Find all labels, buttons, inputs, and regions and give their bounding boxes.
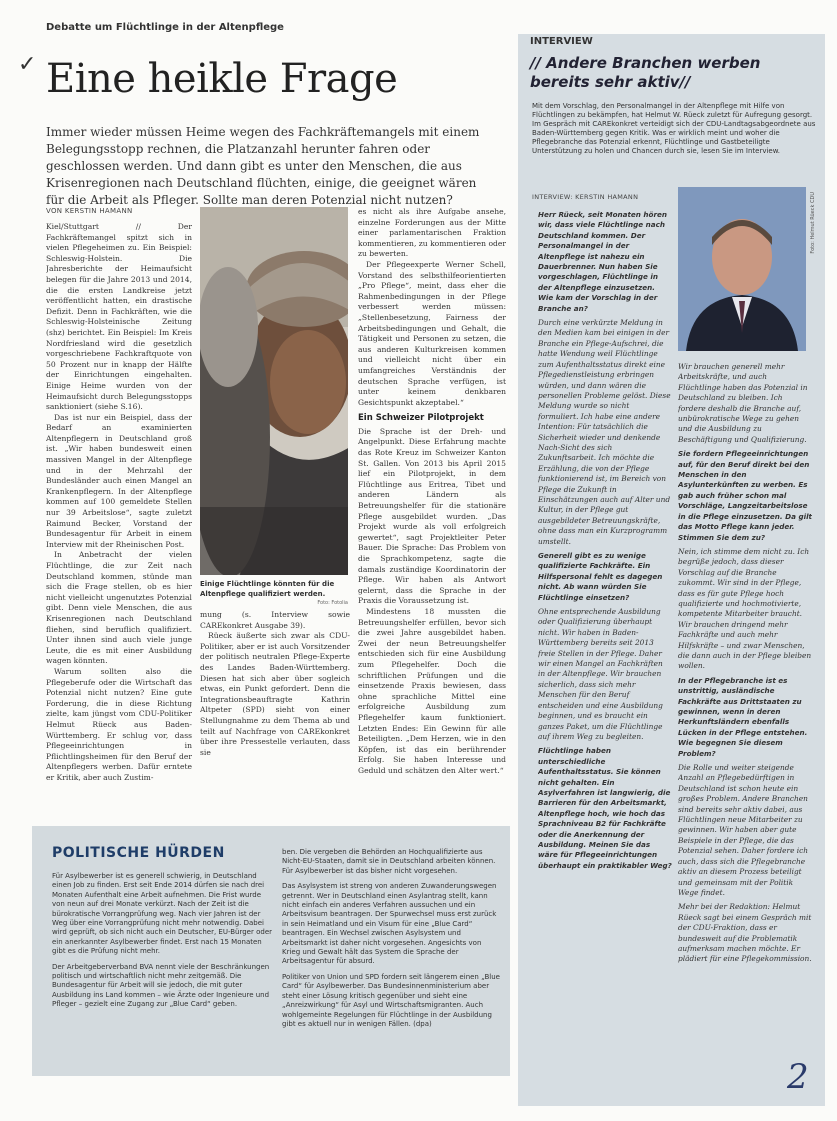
handwritten-page-number: 2 xyxy=(787,1057,809,1097)
article-column-1 xyxy=(46,222,192,817)
article-paragraph: Kiel/Stuttgart // Der Fachkräftemangel spitzt sich in vielen Pflegeheimen zu. Ein Beispiel: Schleswig-Holstein. Die Jahresberichte der Heimaufsicht belegen für die Jahre 2013 und 2014, die die ersten Landkreise jetzt veröffentlicht hatten, ein drastische Defizit. Denn in Fachkräften, wie die Schleswig-Holsteinische Zeitung (shz) berichtet. Ein Beispiel: Im Kreis Nordfriesland wird die gesetzlich vorgeschriebene Fachkraftquote von 50 Prozent nur in knapp der Hälfte der Einrichtungen eingehalten. Einige Heime wurden von der Heimaufsicht durch Belegungsstopps sanktioniert (siehe S.16). xyxy=(46,222,192,412)
article-paragraph: Warum sollten also die Pflegeberufe oder die Wirtschaft das Potenzial nicht nutzen? Eine gute Forderung, die in diese Richtung zielte, kam jüngst vom CDU-Politiker Helmut Rüeck aus Baden-Württemberg. Er schlug vor, dass Pflegeeinrichtungen in Pflichtlingsheimen für den Beruf der Altenpflegers werben. Dafür erntete er Kritik, aber auch Zustim- xyxy=(46,666,192,782)
info-box-paragraph: Der Arbeitgeberverband BVA nennt viele der Beschränkungen politisch und wirtschaftlich nicht mehr zeitgemäß. Die Bundesagentur für Arbeit will sie jedoch, die mit guter Ausbildung ins Land kommen – wie Ärzte oder Ingenieure und Pfleger – gezielt eine Zugang zur „Blue Card“ geben. xyxy=(52,962,270,1009)
interview-tag: INTERVIEW xyxy=(530,36,593,47)
interview-question: In der Pflegebranche ist es unstrittig, ausländische Fachkräfte aus Drittstaaten zu gewinnen, wenn in deren Herkunftsländern ebenfalls Lücken in der Pflege entstehen. Wie begegnen Sie diesem Problem? xyxy=(678,675,808,758)
article-paragraph: mung (s. Interview sowie CAREkonkret Ausgabe 39). xyxy=(200,610,350,630)
portrait-illustration xyxy=(678,187,806,351)
byline: VON KERSTIN HAMANN xyxy=(46,207,133,215)
interview-answer: Durch eine verkürzte Meldung in den Medien kam bei einigen in der Branche ein Pflege-Aufschrei, die hatte Wendung weil Flüchtlinge zum Aufenthaltsstatus direkt eine Pflegedienstleistung erbringen würden, und dann wären die personellen Probleme gelöst. Diese Meldung wurde so nicht formuliert. Ich habe eine andere Intention: Für tatsächlich die Sicherheit wieder und denkende Nach-Sicht des sich Zukunftsarbeit. Ich möchte die Erzählung, die von der Pflege funktionierend ist, im Bereich von Pflege die Zukunft in Einschätzungen auch auf Alter und Kultur, in der Pflege gut ausgebildeter Betreuungskräfte, ohne dass man ein Kurzprogramm umstellt. xyxy=(538,318,671,546)
interview-question: Herr Rüeck, seit Monaten hören wir, dass viele Flüchtlinge nach Deutschland kommen. Der Personalmangel in der Altenpflege ist nahezu ein Dauerbrenner. Nun haben Sie vorgeschlagen, Flüchtlinge in der Altenpflege einzusetzen. Wie kam der Vorschlag in der Branche an? xyxy=(538,210,668,313)
interview-answer: Nein, ich stimme dem nicht zu. Ich begrüße jedoch, dass dieser Vorschlag auf die Branche zukommt. Wir sind in der Pflege, dass es für gute Pflege hoch qualifizierte und hochmotivierte, kompetente Mitarbeiter braucht. Wir brauchen dringend mehr Fachkräfte und auch mehr Hilfskräfte – und zwar Menschen, die dann auch in der Pflege bleiben wollen. xyxy=(678,546,812,671)
photo-illustration xyxy=(200,207,348,575)
handwritten-check-mark: ✓ xyxy=(18,52,37,77)
interview-answer: Wir brauchen generell mehr Arbeitskräfte, und auch Flüchtlinge haben das Potenzial in Deutschland zu bleiben. Ich fordere deshalb die Branche auf, unbürokratische Wege zu gehen und die Ausbildung zu Beschäftigung und Qualifizierung. xyxy=(678,362,808,444)
interview-question: Sie fordern Pflegeeinrichtungen auf, für den Beruf direkt bei den Menschen in den Asylunterkünften zu werben. Es gab auch früher schon mal Vorschläge, Langzeitarbeitslose in die Pflege einzusetzen. Da gilt das Motto Pflege kann jeder. Stimmen Sie dem zu? xyxy=(678,449,812,542)
info-box-paragraph: Das Asylsystem ist streng von anderen Zuwanderungswegen getrennt. Wer in Deutschland einen Asylantrag stellt, kann nicht einfach ein anderes Verfahren aussuchen und ein Arbeitsvisum beantragen. Der Spurwechsel muss erst zurück in sein Heimatland und ein Visum für eine „Blue Card“ beantragen. Ein Wechsel zwischen Asylsystem und Arbeitsmarkt ist daher nicht vorgesehen. Angesichts von Krieg und Gewalt hält das System die Sprache der Arbeitsagentur für absurd. xyxy=(282,882,497,966)
info-box-paragraph: ben. Die vergeben die Behörden an Hochqualifizierte aus Nicht-EU-Staaten, damit sie in Deutschland arbeiten können. Für Asylbewerber ist das bisher nicht vorgesehen. xyxy=(282,848,496,875)
photo-credit: Foto: Fotolia xyxy=(317,600,348,606)
article-column-3 xyxy=(358,207,506,819)
interviewee-portrait xyxy=(678,187,806,351)
interview-intro: Mit dem Vorschlag, den Personalmangel in der Altenpflege mit Hilfe von Flüchtlingen zu bekämpfen, hat Helmut W. Rüeck zuletzt für Aufregung gesorgt. Im Gespräch mit CAREkonkret verteidigt sich der CDU-Landtagsabgeordnete aus Baden-Württemberg gegen Kritik. Was er wirklich meint und woher die Pflegebranche das Potenzial erkennt, Flüchtlinge und Gastbeteiligte Unterstützung zu holen und Chancen durch sie, lesen Sie im Interview. xyxy=(532,102,816,155)
interview-question: Generell gibt es zu wenige qualifizierte Fachkräfte. Ein Hilfspersonal fehlt es dagegen nicht. Ab wann würden Sie Flüchtlinge einsetzen? xyxy=(538,551,663,602)
photo-caption: Einige Flüchtlinge könnten für die Altenpflege qualifiziert werden. xyxy=(200,580,335,598)
interview-question: Flüchtlinge haben unterschiedliche Aufenthaltsstatus. Sie können nicht gehalten. Ein Asylverfahren ist langwierig, die Barrieren für den Arbeitsmarkt, Altenpflege hoch, wie hoch das Sprachniveau B2 für Fachkräfte oder die Anerkennung der Ausbildung. Meinen Sie das wäre für Pflegeeinrichtungen überhaupt ein praktikabler Weg? xyxy=(538,746,672,870)
article-paragraph: Die Sprache ist der Dreh- und Angelpunkt. Diese Erfahrung machte das Rote Kreuz im Schweizer Kanton St. Gallen. Von 2013 bis April 2015 lief ein Pilotprojekt, in dem Flüchtlinge aus Eritrea, Tibet und anderen Ländern als Betreuungshelfer für die stationäre Pflege ausgebildet wurden. „Das Projekt wurde als voll erfolgreich gewertet“, sagt Projektleiter Peter Bauer. Die Sprache: Das Problem von die Sprachkompetenz, sagte die damals zuständige Koordinatorin der Pflege. Wir haben als Antwort gelernt, dass die Sprache in der Praxis die Voraussetzung ist. xyxy=(358,426,506,606)
lead-paragraph: Immer wieder müssen Heime wegen des Fachkräftemangels mit einem Belegungsstopp rechnen, die Platzanzahl herunter fahren oder geschlossen werden. Und dann gibt es unter den Menschen, die aus Krisenregionen nach Deutschland flüchten, einige, die geeignet wären für die Arbeit als Pfleger. Sollte man deren Potenzial nicht nutzen? xyxy=(46,125,480,207)
refugee-photo xyxy=(200,207,348,575)
info-box-column-right xyxy=(282,848,500,1068)
subheading: Ein Schweizer Pilotprojekt xyxy=(358,413,484,424)
article-paragraph: Der Pflegeexperte Werner Schell, Vorstand des selbsthilfeorientierten „Pro Pflege“, meint, dass eher die Rahmenbedingungen in der Pflege verbessert werden müssen: „Stellenbesetzung, Fairness der Arbeitsbedingungen und Gehalt, die Tätigkeit und Personen zu setzen, die aus anderen Kulturkreisen kommen und vielleicht nicht über ein umfangreiches Verständnis der deutschen Sprache verfügen, ist unter keinem denkbaren Gesichtspunkt akzeptabel.“ xyxy=(358,259,506,407)
article-paragraph: Rüeck äußerte sich zwar als CDU-Politiker, aber er ist auch Vorsitzender der politisch neutralen Pflege-Experte des Landes Baden-Württemberg. Diesen hat sich aber über sogleich etwas, ein Punkt gefordert. Denn die Integrationsbeauftragte Kathrin Altpeter (SPD) sieht von einer Stellungnahme zu dem Thema ab und teilt auf Nachfrage von CAREkonkret über ihre Pressestelle verlauten, dass sie xyxy=(200,631,350,757)
interview-title: // Andere Branchen werben bereits sehr aktiv// xyxy=(530,54,761,91)
interview-answer: Ohne entsprechende Ausbildung oder Qualifizierung überhaupt nicht. Wir haben in Baden-Württemberg bereits seit 2013 freie Stellen in der Pflege. Daher wir einen Mangel an Fachkräften in der Altenpflege. Wir brauchen sicherlich, dass sich mehr Menschen für den Beruf entscheiden und eine Ausbildung beginnen, und es braucht ein ganzes Paket, um die Flüchtlinge auf ihrem Weg zu begleiten. xyxy=(538,607,663,741)
article-column-2 xyxy=(200,610,350,820)
interview-column-right xyxy=(678,362,812,1062)
interview-answer: Die Rolle und weiter steigende Anzahl an Pflegebedürftigen in Deutschland ist schon heute ein großes Problem. Andere Branchen sind bereits sehr aktiv dabei, aus Flüchtlingen neue Mitarbeiter zu gewinnen. Wir haben aber gute Beispiele in der Pflege, die das Potenzial sehen. Daher fordere ich auch, dass sich die Pflegebranche aktiv an diesem Prozess beteiligt und gemeinsam mit der Politik Wege findet. xyxy=(678,763,809,897)
article-paragraph: Das ist nur ein Beispiel, dass der Bedarf an examinierten Altenpflegern in Deutschland groß ist. „Wir haben bundesweit einen massiven Mangel in der Altenpflege und in der Mehrzahl der Bundesländer auch einen Mangel an Krankenpflegern. In der Altenpflege kommen auf 100 gemeldete Stellen nur 39 Arbeitslose“, sagte zuletzt Raimund Becker, Vorstand der Bundesagentur für Arbeit in einem Interview mit der Rheinischen Post. xyxy=(46,412,192,549)
portrait-credit: Foto: Helmut Rüeck CDU xyxy=(810,192,816,254)
info-box-paragraph: Politiker von Union und SPD fordern seit längerem einen „Blue Card“ für Asylbewerber. Das Bundesinnenministerium aber steht einer Lösung kritisch gegenüber und sieht eine „Anreizwirkung“ für Asyl und Wirtschaftsmigranten. Auch wohlgemeinte Regelungen für Flüchtlinge in der Ausbildung gibt es aktuell nur in wenigen Fällen. (dpa) xyxy=(282,972,500,1028)
interview-answer: Mehr bei der Redaktion: Helmut Rüeck sagt bei einem Gespräch mit der CDU-Fraktion, dass er bundesweit auf die Problematik aufmerksam machen möchte. Er plädiert für eine Pflegekommission. xyxy=(678,902,812,964)
article-paragraph: es nicht als ihre Aufgabe ansehe, einzelne Forderungen aus der Mitte einer parlamentarischen Fraktion kommentieren, zu kommentieren oder zu bewerten. xyxy=(358,207,506,259)
kicker: Debatte um Flüchtlinge in der Altenpflege xyxy=(46,22,284,33)
info-box-column-left xyxy=(52,872,272,1068)
article-paragraph: In Anbetracht der vielen Flüchtlinge, die zur Zeit nach Deutschland kommen, stünde man sich die Frage stellen, ob es hier nicht vielleicht ungenutztes Potenzial gibt. Denn viele Menschen, die aus Krisenregionen nach Deutschland fliehen, sind beruflich qualifiziert. Unter ihnen sind auch viele junge Leute, die es mit einer Ausbildung wagen könnten. xyxy=(46,550,192,666)
headline: Eine heikle Frage xyxy=(46,56,398,102)
info-box-title: POLITISCHE HÜRDEN xyxy=(52,845,225,861)
interview-byline: INTERVIEW: KERSTIN HAMANN xyxy=(532,193,639,201)
interview-column-left xyxy=(538,210,672,1070)
article-paragraph: Mindestens 18 mussten die Betreuungshelfer erfüllen, bevor sich die zwei Jahre ausgebildet haben. Zwei der neun Betreuungshelfer entschieden sich für eine Ausbildung zum Pflegehelfer. Doch die schriftlichen Prüfungen und die einsetzende Praxis bewiesen, dass ohne sprachliche Mittel eine erfolgreiche Ausbildung zum Pflegehelfer kaum funktioniert. Letzten Endes: Ein Gewinn für alle Beteiligten. „Dem Herzen, wie in den Köpfen, ist das ein berührender Erfolg. Sie haben Interesse und Geduld und schätzen den Alter wert.“ xyxy=(358,606,506,775)
info-box-paragraph: Für Asylbewerber ist es generell schwierig, in Deutschland einen Job zu finden. Erst seit Ende 2014 dürfen sie nach drei Monaten Aufenthalt eine Arbeit aufnehmen. Die Frist wurde von neun auf drei Monate verkürzt. Nach der Zeit ist die bürokratische Vorrangprüfung weg. Nach vier Jahren ist der Weg über eine Vorrangprüfung nicht mehr notwendig. Dabei wird geprüft, ob sich nicht auch ein Deutscher, EU-Bürger oder ein anerkannter Asylbewerber findet. Erst nach 15 Monaten gibt es die Prüfung nicht mehr. xyxy=(52,872,272,956)
